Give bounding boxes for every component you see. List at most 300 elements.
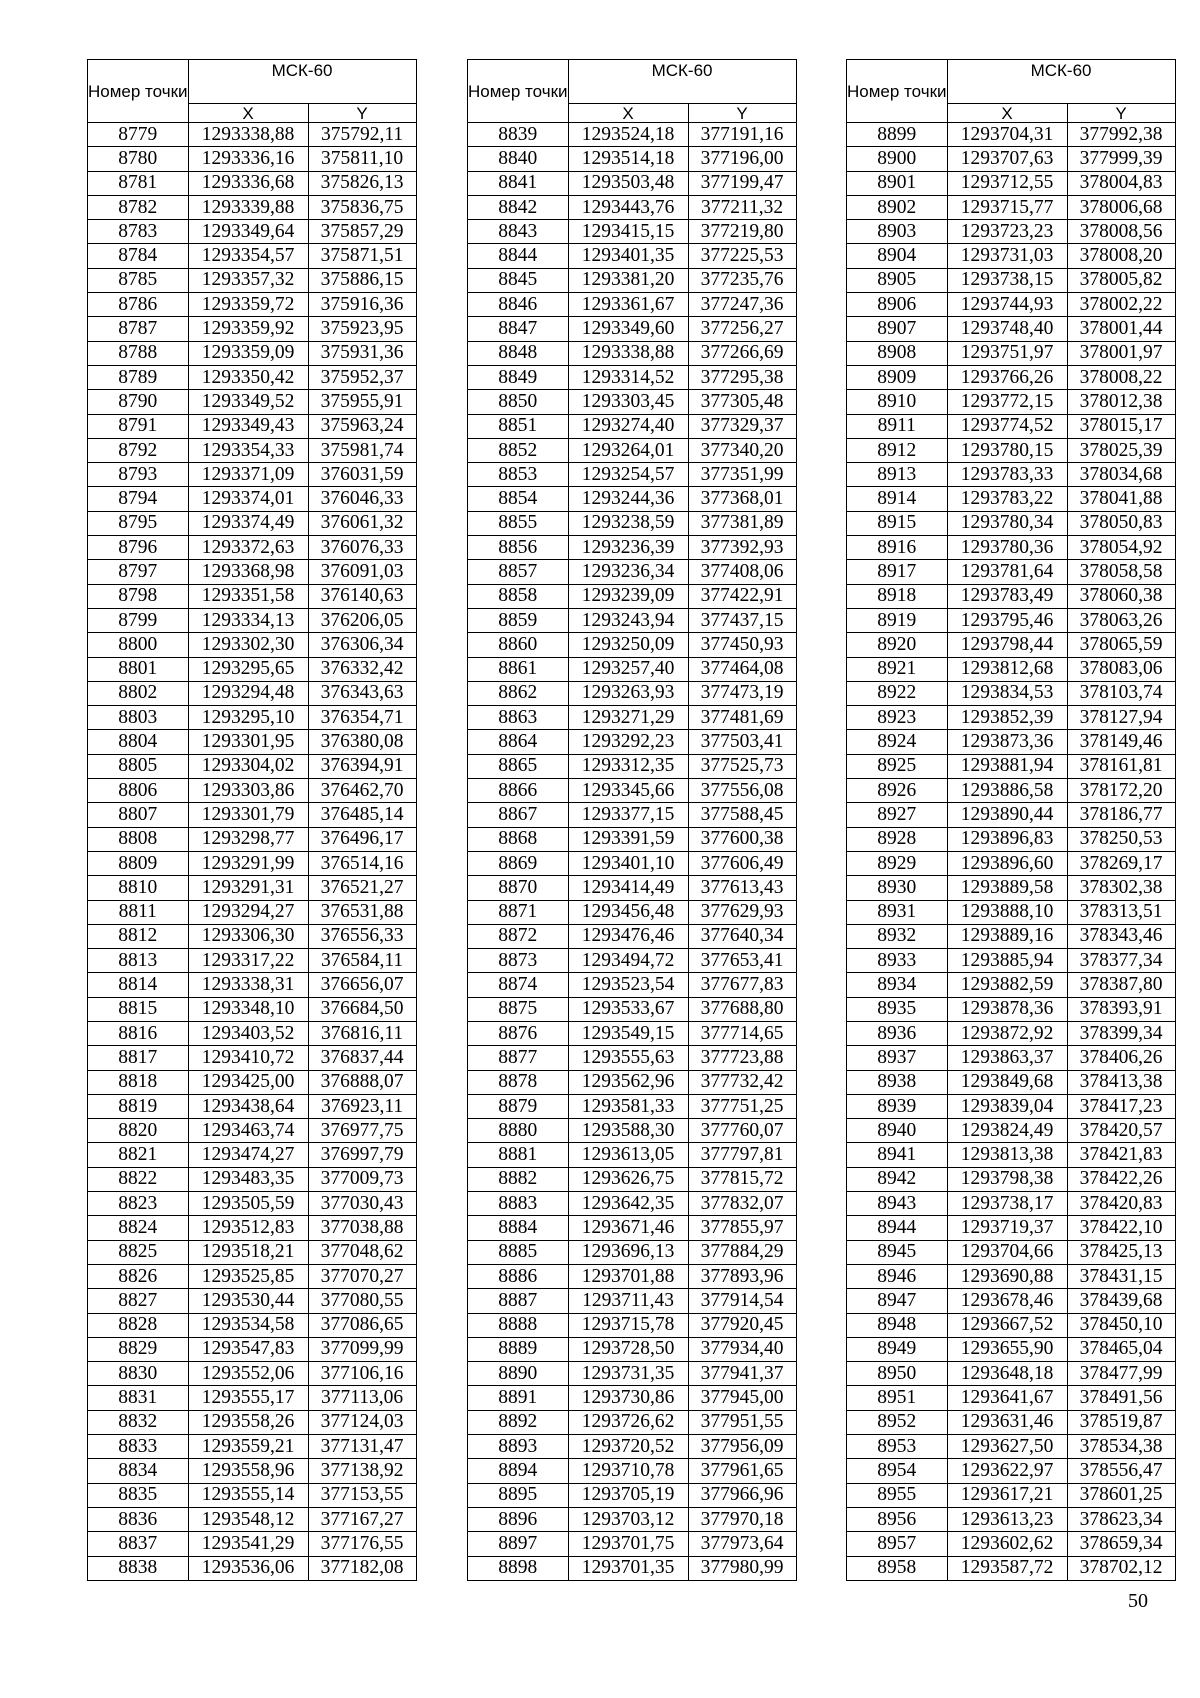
point-number-cell: 8806	[88, 779, 189, 803]
point-number-cell: 8851	[468, 414, 569, 438]
y-coordinate-cell: 378399,34	[1067, 1021, 1175, 1045]
table-row	[468, 1337, 797, 1361]
x-coordinate-cell: 1293354,33	[188, 438, 308, 462]
y-coordinate-cell: 377219,80	[688, 220, 796, 244]
x-coordinate-cell: 1293873,36	[947, 730, 1067, 754]
point-number-cell: 8884	[468, 1216, 569, 1240]
table-row	[88, 171, 417, 195]
table-row	[468, 584, 797, 608]
y-coordinate-cell: 377153,55	[308, 1483, 416, 1507]
y-coordinate-cell: 377176,55	[308, 1532, 416, 1556]
x-coordinate-cell: 1293812,68	[947, 657, 1067, 681]
x-coordinate-cell: 1293505,59	[188, 1192, 308, 1216]
table-row	[88, 1021, 417, 1045]
point-number-cell: 8795	[88, 511, 189, 535]
x-coordinate-cell: 1293359,92	[188, 317, 308, 341]
point-number-cell: 8932	[847, 924, 948, 948]
x-coordinate-cell: 1293726,62	[568, 1410, 688, 1434]
y-coordinate-cell: 378008,22	[1067, 365, 1175, 389]
point-number-header: Номер точки	[88, 60, 189, 123]
x-coordinate-cell: 1293291,99	[188, 851, 308, 875]
x-coordinate-cell: 1293798,44	[947, 633, 1067, 657]
table-row	[847, 803, 1176, 827]
point-number-cell: 8954	[847, 1459, 948, 1483]
table-row	[88, 1410, 417, 1434]
x-coordinate-cell: 1293338,88	[568, 341, 688, 365]
table-row	[468, 123, 797, 147]
table-row	[847, 1070, 1176, 1094]
x-coordinate-cell: 1293494,72	[568, 949, 688, 973]
x-coordinate-cell: 1293294,27	[188, 900, 308, 924]
y-coordinate-cell: 377340,20	[688, 438, 796, 462]
table-row	[468, 147, 797, 171]
x-coordinate-cell: 1293549,15	[568, 1021, 688, 1045]
point-number-cell: 8883	[468, 1192, 569, 1216]
point-number-cell: 8797	[88, 560, 189, 584]
y-coordinate-cell: 377855,97	[688, 1216, 796, 1240]
point-number-cell: 8849	[468, 365, 569, 389]
x-coordinate-cell: 1293613,23	[947, 1507, 1067, 1531]
x-coordinate-cell: 1293613,05	[568, 1143, 688, 1167]
x-coordinate-cell: 1293552,06	[188, 1362, 308, 1386]
y-coordinate-cell: 377437,15	[688, 608, 796, 632]
y-coordinate-cell: 378103,74	[1067, 681, 1175, 705]
y-coordinate-cell: 377030,43	[308, 1192, 416, 1216]
point-number-cell: 8864	[468, 730, 569, 754]
point-number-cell: 8782	[88, 195, 189, 219]
x-coordinate-cell: 1293886,58	[947, 779, 1067, 803]
x-coordinate-cell: 1293881,94	[947, 754, 1067, 778]
point-number-cell: 8890	[468, 1362, 569, 1386]
point-number-cell: 8809	[88, 851, 189, 875]
table-row	[468, 1410, 797, 1434]
x-coordinate-cell: 1293738,15	[947, 268, 1067, 292]
table-row	[468, 463, 797, 487]
x-coordinate-cell: 1293338,31	[188, 973, 308, 997]
point-number-cell: 8899	[847, 123, 948, 147]
table-row	[468, 924, 797, 948]
table-row	[88, 827, 417, 851]
table-row	[468, 1094, 797, 1118]
point-number-cell: 8893	[468, 1435, 569, 1459]
point-number-cell: 8858	[468, 584, 569, 608]
x-coordinate-cell: 1293339,88	[188, 195, 308, 219]
x-coordinate-cell: 1293710,78	[568, 1459, 688, 1483]
point-number-cell: 8872	[468, 924, 569, 948]
x-coordinate-cell: 1293244,36	[568, 487, 688, 511]
y-coordinate-cell: 377760,07	[688, 1119, 796, 1143]
point-number-cell: 8833	[88, 1435, 189, 1459]
y-coordinate-cell: 377368,01	[688, 487, 796, 511]
x-coordinate-cell: 1293443,76	[568, 195, 688, 219]
coordinates-table-3	[846, 59, 1176, 1581]
table-row	[88, 1532, 417, 1556]
y-coordinate-cell: 377481,69	[688, 706, 796, 730]
x-coordinate-cell: 1293401,35	[568, 244, 688, 268]
y-column-header: Y	[308, 104, 416, 123]
x-coordinate-cell: 1293748,40	[947, 317, 1067, 341]
table-row	[468, 1119, 797, 1143]
y-coordinate-cell: 377525,73	[688, 754, 796, 778]
y-coordinate-cell: 376343,63	[308, 681, 416, 705]
table-row	[88, 949, 417, 973]
point-number-cell: 8820	[88, 1119, 189, 1143]
point-number-cell: 8783	[88, 220, 189, 244]
x-coordinate-cell: 1293274,40	[568, 414, 688, 438]
y-coordinate-cell: 376462,70	[308, 779, 416, 803]
x-coordinate-cell: 1293334,13	[188, 608, 308, 632]
point-number-cell: 8898	[468, 1556, 569, 1580]
y-coordinate-cell: 378250,53	[1067, 827, 1175, 851]
x-coordinate-cell: 1293701,88	[568, 1264, 688, 1288]
point-number-cell: 8838	[88, 1556, 189, 1580]
table-row	[88, 608, 417, 632]
y-coordinate-cell: 378465,04	[1067, 1337, 1175, 1361]
table-row	[468, 1483, 797, 1507]
table-body	[847, 123, 1176, 1581]
y-column-header: Y	[688, 104, 796, 123]
y-coordinate-cell: 378477,99	[1067, 1362, 1175, 1386]
table-row	[847, 365, 1176, 389]
x-coordinate-cell: 1293889,16	[947, 924, 1067, 948]
table-row	[847, 1216, 1176, 1240]
y-coordinate-cell: 377640,34	[688, 924, 796, 948]
point-number-cell: 8892	[468, 1410, 569, 1434]
point-number-cell: 8847	[468, 317, 569, 341]
table-row	[847, 633, 1176, 657]
point-number-cell: 8934	[847, 973, 948, 997]
x-coordinate-cell: 1293766,26	[947, 365, 1067, 389]
point-number-cell: 8908	[847, 341, 948, 365]
table-row	[88, 293, 417, 317]
y-coordinate-cell: 377167,27	[308, 1507, 416, 1531]
x-coordinate-cell: 1293533,67	[568, 997, 688, 1021]
point-number-cell: 8800	[88, 633, 189, 657]
table-row	[468, 1143, 797, 1167]
point-number-cell: 8865	[468, 754, 569, 778]
table-row	[847, 1094, 1176, 1118]
point-number-cell: 8903	[847, 220, 948, 244]
table-row	[847, 268, 1176, 292]
table-row	[88, 1094, 417, 1118]
x-coordinate-cell: 1293361,67	[568, 293, 688, 317]
point-number-cell: 8906	[847, 293, 948, 317]
table-row	[847, 511, 1176, 535]
point-number-cell: 8871	[468, 900, 569, 924]
x-coordinate-cell: 1293476,46	[568, 924, 688, 948]
table-row	[88, 123, 417, 147]
y-coordinate-cell: 376977,75	[308, 1119, 416, 1143]
y-coordinate-cell: 376837,44	[308, 1046, 416, 1070]
x-coordinate-cell: 1293627,50	[947, 1435, 1067, 1459]
x-coordinate-cell: 1293872,92	[947, 1021, 1067, 1045]
y-coordinate-cell: 378186,77	[1067, 803, 1175, 827]
point-number-cell: 8850	[468, 390, 569, 414]
y-coordinate-cell: 377196,00	[688, 147, 796, 171]
x-coordinate-cell: 1293351,58	[188, 584, 308, 608]
x-coordinate-cell: 1293243,94	[568, 608, 688, 632]
point-number-cell: 8889	[468, 1337, 569, 1361]
y-coordinate-cell: 378417,23	[1067, 1094, 1175, 1118]
point-number-cell: 8886	[468, 1264, 569, 1288]
table-row	[847, 536, 1176, 560]
y-coordinate-cell: 376816,11	[308, 1021, 416, 1045]
y-coordinate-cell: 377956,09	[688, 1435, 796, 1459]
x-coordinate-cell: 1293795,46	[947, 608, 1067, 632]
point-number-cell: 8805	[88, 754, 189, 778]
point-number-cell: 8815	[88, 997, 189, 1021]
y-coordinate-cell: 377970,18	[688, 1507, 796, 1531]
y-coordinate-cell: 377941,37	[688, 1362, 796, 1386]
table-row	[847, 1507, 1176, 1531]
x-coordinate-cell: 1293852,39	[947, 706, 1067, 730]
y-coordinate-cell: 377588,45	[688, 803, 796, 827]
point-number-cell: 8900	[847, 147, 948, 171]
x-coordinate-cell: 1293704,31	[947, 123, 1067, 147]
y-coordinate-cell: 378450,10	[1067, 1313, 1175, 1337]
point-number-cell: 8816	[88, 1021, 189, 1045]
table-row	[88, 536, 417, 560]
y-coordinate-cell: 376656,07	[308, 973, 416, 997]
table-row	[468, 511, 797, 535]
y-coordinate-cell: 377256,27	[688, 317, 796, 341]
y-coordinate-cell: 378393,91	[1067, 997, 1175, 1021]
point-number-cell: 8867	[468, 803, 569, 827]
table-row	[88, 1507, 417, 1531]
x-coordinate-cell: 1293863,37	[947, 1046, 1067, 1070]
x-coordinate-cell: 1293354,57	[188, 244, 308, 268]
point-number-cell: 8823	[88, 1192, 189, 1216]
point-number-cell: 8935	[847, 997, 948, 1021]
point-number-cell: 8905	[847, 268, 948, 292]
table-row	[468, 1240, 797, 1264]
table-row	[88, 1386, 417, 1410]
point-number-cell: 8882	[468, 1167, 569, 1191]
x-coordinate-cell: 1293547,83	[188, 1337, 308, 1361]
table-row	[88, 1192, 417, 1216]
table-row	[847, 754, 1176, 778]
table-row	[468, 681, 797, 705]
y-coordinate-cell: 378005,82	[1067, 268, 1175, 292]
table-row	[847, 876, 1176, 900]
table-row	[468, 827, 797, 851]
table-row	[847, 706, 1176, 730]
point-number-cell: 8879	[468, 1094, 569, 1118]
y-coordinate-cell: 378422,26	[1067, 1167, 1175, 1191]
point-number-cell: 8914	[847, 487, 948, 511]
x-coordinate-cell: 1293704,66	[947, 1240, 1067, 1264]
table-row	[847, 1313, 1176, 1337]
y-coordinate-cell: 375811,10	[308, 147, 416, 171]
table-row	[847, 220, 1176, 244]
y-coordinate-cell: 377951,55	[688, 1410, 796, 1434]
y-coordinate-cell: 377714,65	[688, 1021, 796, 1045]
point-number-cell: 8936	[847, 1021, 948, 1045]
table-row	[468, 851, 797, 875]
y-coordinate-cell: 377677,83	[688, 973, 796, 997]
x-coordinate-cell: 1293587,72	[947, 1556, 1067, 1580]
point-number-cell: 8824	[88, 1216, 189, 1240]
table-row	[468, 390, 797, 414]
table-row	[88, 195, 417, 219]
x-coordinate-cell: 1293303,45	[568, 390, 688, 414]
table-row	[847, 1459, 1176, 1483]
y-coordinate-cell: 378008,20	[1067, 244, 1175, 268]
x-column-header: X	[188, 104, 308, 123]
table-row	[88, 390, 417, 414]
y-coordinate-cell: 376496,17	[308, 827, 416, 851]
table-row	[468, 1435, 797, 1459]
point-number-cell: 8840	[468, 147, 569, 171]
y-coordinate-cell: 375792,11	[308, 123, 416, 147]
y-coordinate-cell: 375916,36	[308, 293, 416, 317]
point-number-cell: 8845	[468, 268, 569, 292]
table-row	[88, 754, 417, 778]
table-row	[468, 317, 797, 341]
table-row	[847, 123, 1176, 147]
table-row	[468, 536, 797, 560]
y-coordinate-cell: 377751,25	[688, 1094, 796, 1118]
point-number-cell: 8946	[847, 1264, 948, 1288]
x-coordinate-cell: 1293678,46	[947, 1289, 1067, 1313]
table-row	[468, 1046, 797, 1070]
x-coordinate-cell: 1293415,15	[568, 220, 688, 244]
x-coordinate-cell: 1293715,78	[568, 1313, 688, 1337]
point-number-cell: 8780	[88, 147, 189, 171]
point-number-cell: 8907	[847, 317, 948, 341]
table-row	[847, 195, 1176, 219]
x-coordinate-cell: 1293463,74	[188, 1119, 308, 1143]
y-coordinate-cell: 377815,72	[688, 1167, 796, 1191]
table-row	[88, 973, 417, 997]
x-coordinate-cell: 1293314,52	[568, 365, 688, 389]
table-row	[847, 827, 1176, 851]
point-number-cell: 8798	[88, 584, 189, 608]
table-row	[88, 1143, 417, 1167]
x-coordinate-cell: 1293456,48	[568, 900, 688, 924]
y-coordinate-cell: 377920,45	[688, 1313, 796, 1337]
y-coordinate-cell: 378421,83	[1067, 1143, 1175, 1167]
x-coordinate-cell: 1293291,31	[188, 876, 308, 900]
table-row	[847, 1532, 1176, 1556]
table-row	[847, 171, 1176, 195]
point-number-cell: 8880	[468, 1119, 569, 1143]
point-number-cell: 8786	[88, 293, 189, 317]
table-row	[468, 633, 797, 657]
x-coordinate-cell: 1293631,46	[947, 1410, 1067, 1434]
point-number-cell: 8856	[468, 536, 569, 560]
point-number-cell: 8837	[88, 1532, 189, 1556]
point-number-cell: 8949	[847, 1337, 948, 1361]
point-number-cell: 8873	[468, 949, 569, 973]
point-number-cell: 8913	[847, 463, 948, 487]
x-coordinate-cell: 1293238,59	[568, 511, 688, 535]
point-number-cell: 8812	[88, 924, 189, 948]
table-row	[468, 1192, 797, 1216]
point-number-cell: 8813	[88, 949, 189, 973]
point-number-cell: 8877	[468, 1046, 569, 1070]
table-row	[88, 803, 417, 827]
point-number-cell: 8941	[847, 1143, 948, 1167]
x-coordinate-cell: 1293730,86	[568, 1386, 688, 1410]
table-row	[847, 1143, 1176, 1167]
point-number-cell: 8841	[468, 171, 569, 195]
x-coordinate-cell: 1293888,10	[947, 900, 1067, 924]
y-coordinate-cell: 378060,38	[1067, 584, 1175, 608]
coordinate-system-header: МСК-60	[568, 60, 796, 104]
table-row	[468, 1264, 797, 1288]
y-coordinate-cell: 378406,26	[1067, 1046, 1175, 1070]
y-coordinate-cell: 377305,48	[688, 390, 796, 414]
y-coordinate-cell: 378702,12	[1067, 1556, 1175, 1580]
table-row	[468, 900, 797, 924]
point-number-cell: 8861	[468, 657, 569, 681]
x-coordinate-cell: 1293425,00	[188, 1070, 308, 1094]
table-row	[88, 220, 417, 244]
table-row	[88, 1362, 417, 1386]
y-coordinate-cell: 378601,25	[1067, 1483, 1175, 1507]
table-row	[468, 171, 797, 195]
y-coordinate-cell: 377351,99	[688, 463, 796, 487]
y-coordinate-cell: 376584,11	[308, 949, 416, 973]
table-row	[468, 560, 797, 584]
point-number-cell: 8931	[847, 900, 948, 924]
y-coordinate-cell: 377999,39	[1067, 147, 1175, 171]
table-row	[847, 1337, 1176, 1361]
table-row	[847, 1435, 1176, 1459]
x-coordinate-cell: 1293738,17	[947, 1192, 1067, 1216]
point-number-cell: 8855	[468, 511, 569, 535]
point-number-cell: 8859	[468, 608, 569, 632]
table-row	[847, 997, 1176, 1021]
table-row	[468, 1386, 797, 1410]
x-coordinate-cell: 1293555,17	[188, 1386, 308, 1410]
point-number-cell: 8854	[468, 487, 569, 511]
table-row	[468, 1507, 797, 1531]
x-coordinate-cell: 1293381,20	[568, 268, 688, 292]
x-coordinate-cell: 1293671,46	[568, 1216, 688, 1240]
point-number-cell: 8868	[468, 827, 569, 851]
y-coordinate-cell: 377329,37	[688, 414, 796, 438]
y-coordinate-cell: 375836,75	[308, 195, 416, 219]
table-row	[88, 876, 417, 900]
point-number-cell: 8947	[847, 1289, 948, 1313]
point-number-cell: 8940	[847, 1119, 948, 1143]
x-coordinate-cell: 1293626,75	[568, 1167, 688, 1191]
table-row	[88, 560, 417, 584]
point-number-cell: 8827	[88, 1289, 189, 1313]
table-row	[88, 463, 417, 487]
x-coordinate-cell: 1293622,97	[947, 1459, 1067, 1483]
y-coordinate-cell: 377080,55	[308, 1289, 416, 1313]
x-coordinate-cell: 1293257,40	[568, 657, 688, 681]
point-number-cell: 8787	[88, 317, 189, 341]
table-row	[847, 560, 1176, 584]
y-coordinate-cell: 377556,08	[688, 779, 796, 803]
x-coordinate-cell: 1293723,23	[947, 220, 1067, 244]
y-coordinate-cell: 377884,29	[688, 1240, 796, 1264]
table-row	[88, 657, 417, 681]
point-number-cell: 8953	[847, 1435, 948, 1459]
point-number-cell: 8942	[847, 1167, 948, 1191]
y-coordinate-cell: 377980,99	[688, 1556, 796, 1580]
x-coordinate-cell: 1293642,35	[568, 1192, 688, 1216]
x-coordinate-cell: 1293371,09	[188, 463, 308, 487]
x-coordinate-cell: 1293728,50	[568, 1337, 688, 1361]
x-coordinate-cell: 1293349,60	[568, 317, 688, 341]
x-coordinate-cell: 1293655,90	[947, 1337, 1067, 1361]
table-row	[468, 1289, 797, 1313]
